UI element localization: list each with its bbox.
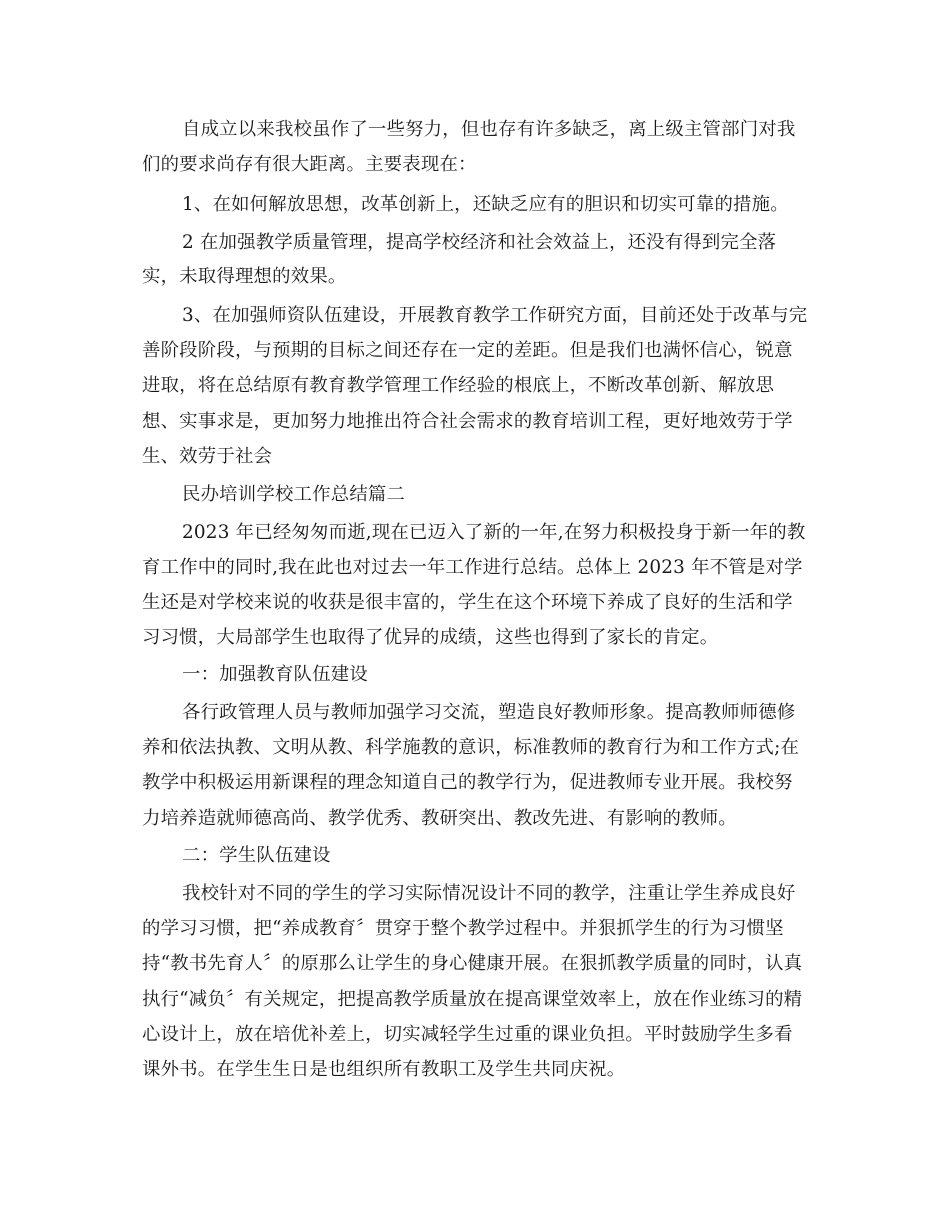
text-line: 进取，将在总结原有教育教学管理工作经验的根底上，不断改革创新、解放思 <box>142 375 775 396</box>
text-line: 课外书。在学生生日是也组织所有教职工及学生共同庆祝。 <box>142 1059 626 1080</box>
text-line: 生、效劳于社会 <box>142 446 273 467</box>
section-heading: 二：学生队伍建设 <box>182 845 331 866</box>
text-line: 实，未取得理想的效果。 <box>142 266 347 287</box>
text-line: 力培养造就师德高尚、教学优秀、教研突出、教改先进、有影响的教师。 <box>142 808 737 829</box>
text-line: 们的要求尚存有很大距离。主要表现在： <box>142 154 477 175</box>
text-line: 2023 年已经匆匆而逝,现在已迈入了新的一年,在努力积极投身于新一年的教 <box>182 522 806 543</box>
text-line: 生还是对学校来说的收获是很丰富的，学生在这个环境下养成了良好的生活和学 <box>142 592 793 613</box>
text-line: 2 在加强教学质量管理，提高学校经济和社会效益上，还没有得到完全落 <box>182 232 777 253</box>
text-line: 3、在加强师资队伍建设，开展教育教学工作研究方面，目前还处于改革与完 <box>182 305 808 326</box>
text-line: 习习惯，大局部学生也取得了优异的成绩，这些也得到了家长的肯定。 <box>142 627 719 648</box>
text-line: 善阶段阶段，与预期的目标之间还存在一定的差距。但是我们也满怀信心，锐意 <box>142 340 793 361</box>
text-line: 心设计上，放在培优补差上，切实减轻学生过重的课业负担。平时鼓励学生多看 <box>142 1024 793 1045</box>
text-line: 各行政管理人员与教师加强学习交流，塑造良好教师形象。提高教师师德修 <box>182 702 796 723</box>
section-heading: 一：加强教育队伍建设 <box>182 664 368 685</box>
text-line: 持“教书先育人〞的原那么让学生的身心健康开展。在狠抓教学质量的同时，认真 <box>142 953 803 974</box>
text-line: 自成立以来我校虽作了一些努力，但也存有许多缺乏，离上级主管部门对我 <box>182 119 796 140</box>
text-line: 育工作中的同时,我在此也对过去一年工作进行总结。总体上 2023 年不管是对学 <box>142 557 803 578</box>
text-line: 执行“减负〞有关规定，把提高教学质量放在提高课堂效率上，放在作业练习的精 <box>142 989 803 1010</box>
text-line: 想、实事求是，更加努力地推出符合社会需求的教育培训工程，更好地效劳于学 <box>142 411 793 432</box>
text-line: 1、在如何解放思想，改革创新上，还缺乏应有的胆识和切实可靠的措施。 <box>182 194 789 215</box>
text-line: 养和依法执教、文明从教、科学施教的意识，标准教师的教育行为和工作方式;在 <box>142 737 800 758</box>
text-line: 教学中积极运用新课程的理念知道自己的教学行为，促进教师专业开展。我校努 <box>142 772 793 793</box>
section-heading: 民办培训学校工作总结篇二 <box>182 484 406 505</box>
text-line: 我校针对不同的学生的学习实际情况设计不同的教学，注重让学生养成良好 <box>182 883 796 904</box>
text-line: 的学习习惯，把“养成教育〞贯穿于整个教学过程中。并狠抓学生的行为习惯坚 <box>142 918 784 939</box>
